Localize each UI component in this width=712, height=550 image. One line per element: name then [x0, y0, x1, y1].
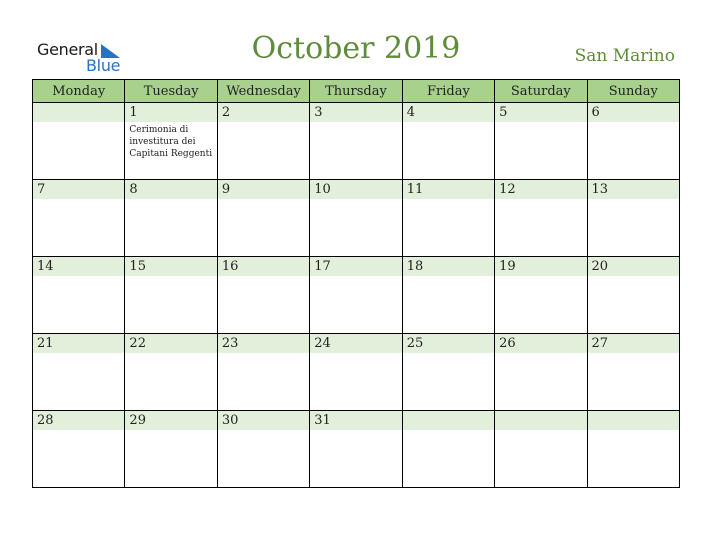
country-label: San Marino: [574, 46, 675, 66]
day-cell: [217, 257, 309, 334]
day-cell: [125, 334, 217, 411]
week-row: [33, 257, 680, 334]
week-row: [33, 334, 680, 411]
day-number: 28: [33, 411, 124, 430]
day-cell: [402, 334, 494, 411]
day-cell: [217, 411, 309, 488]
day-cell: [587, 411, 679, 488]
day-cell: [495, 334, 587, 411]
day-cell: [495, 103, 587, 180]
weekday-header: Monday: [33, 80, 125, 103]
day-number: 4: [403, 103, 494, 122]
day-cell: [125, 180, 217, 257]
day-cell: [587, 103, 679, 180]
day-number: 11: [403, 180, 494, 199]
brand-word-general: General: [37, 40, 98, 59]
day-number: 14: [33, 257, 124, 276]
day-number: 17: [310, 257, 401, 276]
day-number: [495, 411, 586, 430]
day-cell: [587, 257, 679, 334]
day-number: 13: [588, 180, 679, 199]
day-number: 31: [310, 411, 401, 430]
day-number: 21: [33, 334, 124, 353]
day-cell: [495, 257, 587, 334]
weekday-header: Saturday: [495, 80, 587, 103]
day-number: 25: [403, 334, 494, 353]
day-cell: [33, 257, 125, 334]
day-cell: [125, 103, 217, 180]
day-cell: [402, 180, 494, 257]
day-cell: [33, 334, 125, 411]
day-number: 7: [33, 180, 124, 199]
day-cell: [125, 411, 217, 488]
day-number: 26: [495, 334, 586, 353]
day-number: 27: [588, 334, 679, 353]
day-number: 20: [588, 257, 679, 276]
day-number: 10: [310, 180, 401, 199]
day-cell: [125, 257, 217, 334]
day-number: 8: [125, 180, 216, 199]
day-number: 12: [495, 180, 586, 199]
brand-word-blue: Blue: [86, 56, 121, 75]
day-number: 15: [125, 257, 216, 276]
day-cell: [310, 103, 402, 180]
day-cell: [217, 103, 309, 180]
day-number: 3: [310, 103, 401, 122]
day-number: [33, 103, 124, 122]
day-cell: [402, 411, 494, 488]
weekday-header: Sunday: [587, 80, 679, 103]
weekday-header: Wednesday: [217, 80, 309, 103]
holiday-event: Cerimonia di investitura dei Capitani Reggenti: [129, 125, 213, 159]
day-number: 23: [218, 334, 309, 353]
day-cell: [310, 257, 402, 334]
day-number: 1: [125, 103, 216, 122]
week-row: [33, 103, 680, 180]
day-cell: [217, 180, 309, 257]
day-cell: [33, 411, 125, 488]
calendar-grid: [32, 79, 680, 488]
day-cell: [587, 334, 679, 411]
week-row: [33, 411, 680, 488]
day-number: [588, 411, 679, 430]
day-number: 30: [218, 411, 309, 430]
day-number: 29: [125, 411, 216, 430]
day-number: 5: [495, 103, 586, 122]
day-cell: [587, 180, 679, 257]
weekday-header-row: [33, 80, 680, 103]
day-number: 6: [588, 103, 679, 122]
day-cell: [310, 334, 402, 411]
day-number: 9: [218, 180, 309, 199]
week-row: [33, 180, 680, 257]
day-number: 24: [310, 334, 401, 353]
day-number: 2: [218, 103, 309, 122]
day-cell: [217, 334, 309, 411]
day-number: 18: [403, 257, 494, 276]
weekday-header: Tuesday: [125, 80, 217, 103]
day-cell: [33, 103, 125, 180]
day-number: 16: [218, 257, 309, 276]
day-cell: [310, 411, 402, 488]
day-cell: [402, 103, 494, 180]
weekday-header: Thursday: [310, 80, 402, 103]
day-cell: [495, 411, 587, 488]
day-number: 19: [495, 257, 586, 276]
day-cell: [495, 180, 587, 257]
day-cell: [33, 180, 125, 257]
day-number: 22: [125, 334, 216, 353]
day-cell: [310, 180, 402, 257]
day-cell: [402, 257, 494, 334]
day-number: [403, 411, 494, 430]
weekday-header: Friday: [402, 80, 494, 103]
page-title: October 2019: [251, 31, 461, 66]
